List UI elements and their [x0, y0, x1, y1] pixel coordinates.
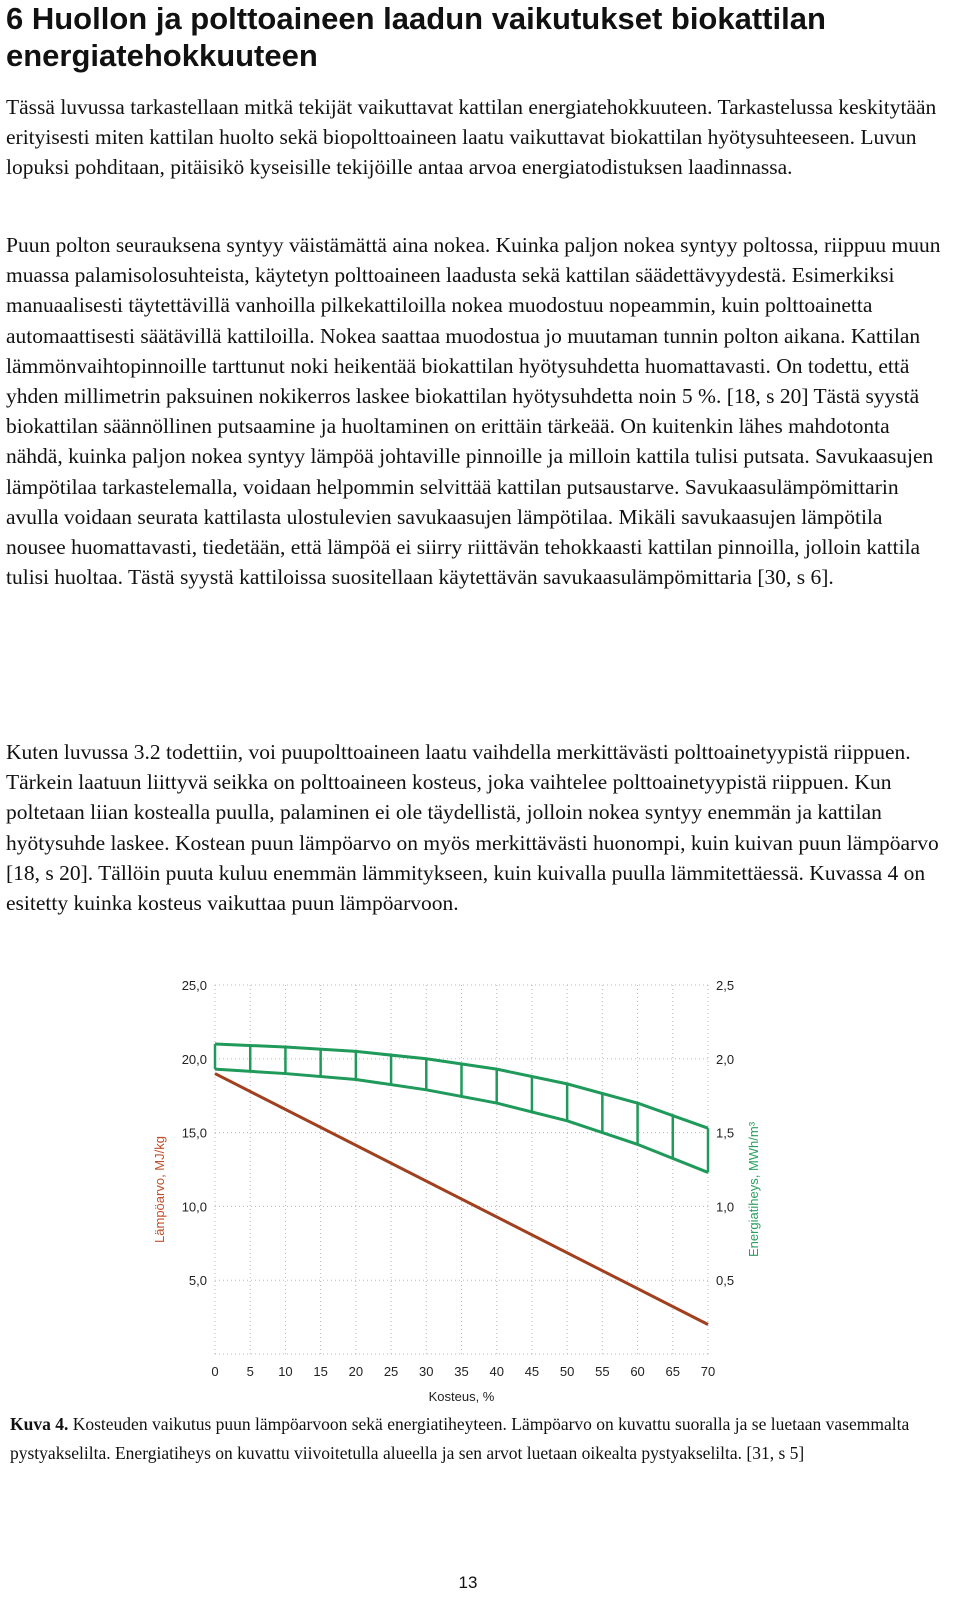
moisture-chart-svg	[150, 975, 790, 1405]
y-right-tick-label: 2,5	[716, 978, 735, 993]
y-right-tick-label: 2,0	[716, 1051, 735, 1067]
page-number: 13	[458, 1573, 478, 1592]
moisture-chart	[150, 975, 790, 1405]
caption-label: Kuva 4.	[10, 1414, 69, 1434]
heating-value-line	[215, 1074, 708, 1325]
x-tick-label: 15	[313, 1364, 328, 1379]
x-tick-label: 10	[278, 1364, 293, 1379]
x-tick-label: 20	[348, 1364, 364, 1379]
chapter-heading: 6 Huollon ja polttoaineen laadun vaikutukset biokattilan energiatehokkuuteen	[6, 1, 826, 73]
x-tick-label: 40	[489, 1364, 504, 1379]
y-left-tick-label: 15,0	[181, 1125, 207, 1141]
x-tick-label: 45	[524, 1364, 540, 1379]
paragraph-soot: Puun polton seurauksena syntyy väistämättä aina nokea. Kuinka paljon nokea syntyy poltossa, riippuu muun muassa palamisolosuhteista, käytetyn polttoaineen laadusta sekä kattilan säädettävyydestä. Esimerkiksi manuaalisesti täytettävillä vanhoilla pilkekattiloilla nokea muodostuu nopeammin, kuin polttoainetta automaattisesti säätävillä kattiloilla. Nokea saattaa muodostua jo muutaman tunnin polton aikana. Kattilan lämmönvaihtopinnoille tarttunut noki heikentää biokattilan hyötysuhdetta huomattavasti. On todettu, että yhden millimetrin paksuinen nokikerros laskee biokattilan hyötysuhdetta noin 5 %. [18, s 20] Tästä syystä biokattilan säännöllinen putsaamine ja huoltaminen on erittäin tärkeää. On kuitenkin lähes mahdotonta nähdä, kuinka paljon nokea syntyy lämpöä johtaville pinnoille ja milloin kattila tulisi putsata. Savukaasujen lämpötilaa tarkastelemalla, voidaan helpommin selvittää kattilan putsaustarve. Savukaasulämpömittarin avulla voidaan seurata kattilasta ulostulevien savukaasujen lämpötilaa. Mikäli savukaasujen lämpötila nousee huomattavasti, tiedetään, että lämpöä ei siirry riittävän tehokkaasti kattilan pinnoilla, jolloin kattila tulisi huoltaa. Tästä syystä kattiloissa suositellaan käytettävän savukaasulämpömittaria [30, s 6].	[6, 233, 941, 590]
y-right-tick-label: 0,5	[716, 1273, 735, 1289]
x-tick-label: 70	[700, 1364, 716, 1379]
x-tick-label: 25	[383, 1364, 399, 1379]
paragraph-moisture: Kuten luvussa 3.2 todettiin, voi puupolttoaineen laatu vaihdella merkittävästi polttoainetyypistä riippuen. Tärkein laatuun liittyvä seikka on polttoaineen kosteus, joka vaihtelee polttoainetyypistä riippuen. Kun poltetaan liian kostealla puulla, palaminen ei ole täydellistä, jolloin nokea syntyy enemmän ja kattilan hyötysuhde laskee. Kostean puun lämpöarvo on myös merkittävästi huonompi, kuin kuivan puun lämpöarvo [18, s 20]. Tällöin puuta kuluu enemmän lämmitykseen, kuin kuivalla puulla lämmitettäessä. Kuvassa 4 on esitetty kuinka kosteus vaikuttaa puun lämpöarvoon.	[6, 740, 939, 916]
y-left-tick-label: 10,0	[181, 1199, 207, 1215]
paragraph-intro: Tässä luvussa tarkastellaan mitkä tekijät vaikuttavat kattilan energiatehokkuuteen. Tarkastelussa keskitytään erityisesti miten kattilan huolto sekä biopolttoaineen laatu vaikuttavat biokattilan hyötysuhteeseen. Luvun lopuksi pohditaan, pitäisikö kyseisille tekijöille antaa arvoa energiatodistuksen laadinnassa.	[6, 95, 937, 180]
x-tick-label: 5	[246, 1364, 254, 1379]
y-left-tick-label: 5,0	[188, 1273, 207, 1289]
caption-text: Kosteuden vaikutus puun lämpöarvoon sekä energiatiheyteen. Lämpöarvo on kuvattu suoralla ja se luetaan vasemmalta pystyakselilta. Energiatiheys on kuvattu viivoitetulla alueella ja sen arvot luetaan oikealta pystyakselilta. [31, s 5]	[10, 1414, 910, 1463]
y-right-axis-label: Energiatiheys, MWh/m³	[746, 1121, 761, 1258]
x-tick-label: 50	[559, 1364, 575, 1379]
y-right-tick-label: 1,5	[716, 1125, 735, 1141]
x-tick-label: 55	[595, 1364, 610, 1379]
x-tick-label: 65	[665, 1364, 681, 1379]
x-tick-label: 30	[419, 1364, 434, 1379]
y-right-tick-label: 1,0	[716, 1199, 735, 1215]
y-left-tick-label: 25,0	[181, 978, 207, 993]
x-axis-label: Kosteus, %	[428, 1389, 495, 1404]
figure-caption	[10, 1410, 910, 1468]
x-tick-label: 60	[630, 1364, 645, 1379]
y-left-tick-label: 20,0	[181, 1051, 207, 1067]
x-tick-label: 0	[211, 1364, 219, 1379]
y-left-axis-label: Lämpöarvo, MJ/kg	[152, 1136, 167, 1243]
x-tick-label: 35	[454, 1364, 469, 1379]
